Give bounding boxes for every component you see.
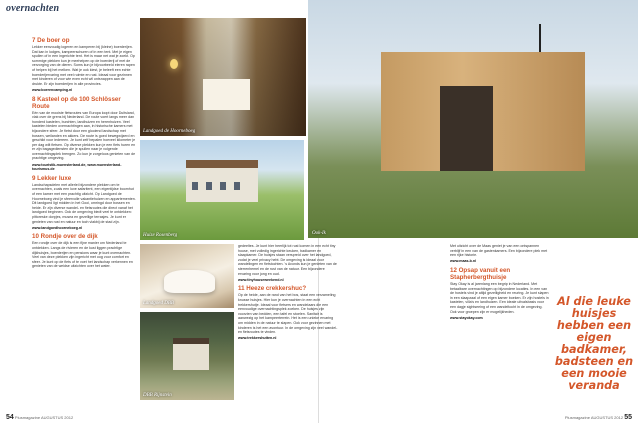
- section-body-11: Op de heide, aan de rand van het bos, staat een verzameling knusse huisjes. Hier kun je overnachten in een echt trekkershutje. Ideaal voor fietsers en wandelaars die een eenvoudige overnachtingsplek zoeken. De huisjes zijn voorzien van bedden, een tafel en stoelen. Sanitair is aanwezig op het kampeerterrein. Het is een unieke ervaring om midden in de natuur te slapen. Ook voor gezinnen met kinderen is het een avontuur. In de omgeving zijn veel wandel- en fietsroutes te vinden.: [238, 293, 338, 335]
- section-title-12: 12 Opsap vanuit een Stapherbergthuisje: [450, 266, 511, 281]
- photo-caption: Ook-Ik: [312, 231, 326, 236]
- right-text-column: [450, 244, 550, 322]
- section-title-8: 8 Kasteel op de 100 Schlösser Route: [32, 95, 121, 110]
- footer-right: [565, 414, 632, 421]
- footer-date-left: AUGUSTUS 2012: [40, 415, 74, 420]
- page-number-left: 54: [6, 414, 14, 421]
- villa-building: [186, 160, 258, 202]
- dike-building: [173, 338, 209, 370]
- intro-url-b[interactable]: www.maas-b.nl: [450, 259, 477, 264]
- intro-text-a: gedeeltes. Je kunt hier heerlijk tot rust komen in een echt tiny house, met volledig ingerichte keuken, badkamer en slaapkamer. De huisjes staan verspreid over het landgoed, zodat je veel privacy hebt. De omgeving is ideaal voor wandelingen en fietstochten. 's Avonds kun je genieten van de sterrenhemel en de rust van de natuur. Een bijzondere ervaring voor jong en oud.: [238, 244, 337, 276]
- lamp-glow: [170, 59, 178, 69]
- section-url-8[interactable]: www.touristik-muensterland.de, www.muensterland-tourismus.de: [32, 162, 122, 172]
- section-title-7: 7 De boer op: [32, 37, 70, 44]
- footer-left: [6, 414, 73, 421]
- section-body-7: Lekker eenvoudig logeren en kamperen bij (kleine) boerderijen. Dat kan in lodges, kampeerschuren of in een tent. Met je eigen spullen of in een ingerichte tent. Het is maar net wat je zoekt. Op sommige plekken kun je meehelpen op de boerderij of met de verzorging van de dieren. Soms kun je bijvoorbeeld eieren rapen of helpen bij het melken. Wat je ook kiest, je beleeft een echte boerderijervaring met veel ruimte en rust. Ideaal voor gezinnen met kinderen of voor wie even echt wil ontsnappen aan de drukte. Er zijn boerderijen in alle provincies.: [32, 45, 135, 86]
- tiny-house-door: [440, 86, 493, 172]
- photo-caption: Huize Rosenberg: [143, 233, 178, 238]
- pull-quote: Al die leuke huisjes hebben een eigen badkamer, badsteen en een mooie veranda: [554, 295, 634, 392]
- section-body-8: Eén van de mooiste fietsroutes van Europa loopt door Duitsland, vlak over de grens bij Nederland. De route voert langs meer dan honderd kastelen, burchten, landhuizen en herenhuizen. Veel kastelen bieden overnachtingen aan, in historische kamers met bijzondere sfeer. Je fietst door een glooiend landschap met bossen, weilanden en akkers. De route is goed bewegwijzerd en geschikt voor iedereen. Je kunt zelf bepalen hoeveel kilometer je per dag wilt fietsen. Op diverse plekken kun je een fiets huren en er zijn bagagediensten die je spullen naar je volgende overnachtingsplek brengen. Zo kun je zorgeloos genieten van de prachtige omgeving.: [32, 110, 136, 161]
- footer-label-left: Plusmagazine: [14, 415, 41, 420]
- section-url-11[interactable]: www.trekkershutten.nl: [238, 336, 277, 341]
- photo-dike-house: [140, 312, 234, 400]
- page-number-right: 55: [624, 414, 632, 421]
- section-body-10: Een rondje over de dijk is een fijne manier om Nederland te ontdekken. Langs de rivieren en de kust liggen prachtige dijkhuisjes, boerderijen en pensions waar je kunt overnachten. Veel van deze plekken zijn ingericht met oog voor comfort en sfeer. Je kunt op de fiets of te voet het landschap verkennen en genieten van de weidse uitzichten over het water.: [32, 241, 133, 269]
- section-url-7[interactable]: www.boerencamping.nl: [32, 87, 73, 92]
- photo-villa: [140, 140, 304, 240]
- left-text-column: [32, 37, 136, 271]
- footer-label-right: Plusmagazine: [564, 415, 590, 420]
- section-url-9[interactable]: www.landgoedhoorneboeg.nl: [32, 225, 83, 230]
- middle-text-column: [238, 244, 338, 342]
- intro-url-a[interactable]: www.tinyhouseweekend.nl: [238, 277, 284, 282]
- photo-caption: DBB Rijnstein: [143, 393, 172, 398]
- section-url-12[interactable]: www.stayokay.com: [450, 315, 483, 320]
- photo-bath: [140, 244, 234, 308]
- section-title-9: 9 Lekker luxe: [32, 174, 72, 182]
- section-title-10: 10 Rondje over de dijk: [32, 233, 98, 241]
- section-title-11: 11 Heeze crekkershuc?: [238, 285, 307, 293]
- section-body-9: Landschapsdelen met allerlei bijzondere plekken om te overnachten, zoals een luxe safaritent, een eigentijdse boomhut of een kamer met een prachtig uitzicht. Op Landgoed de Hoorneboeg vind je sfeervolle vakantiehuizen en appartementen. Dit landgoed ligt midden in het Gooi, omringd door bossen en heide. Er zijn diverse wandel- en fietsroutes die direct vanaf het landgoed beginnen. Ook de omgeving biedt veel te ontdekken: pittoreske dorpjes, musea en gezellige terrasjes. Je kunt er genieten van rust en natuur en toch vlakbij de stad zijn.: [32, 182, 136, 224]
- footer-date-right: AUGUSTUS 2012: [590, 415, 624, 420]
- section-header: overnachten: [6, 3, 60, 14]
- photo-caption: Landgoed de Hoorneboeg: [143, 129, 196, 134]
- photo-caption: Landgoed DBB: [143, 301, 174, 306]
- section-body-12: Stay Okay is al jarenlang een begrip in Nederland. Met betaalbare overnachtingen op bijzondere locaties. In een van de hostels vind je altijd gezelligheid en reuring. Je kunt slapen in een slaapzaal of een eigen kamer boeken. Er zijn hostels in kastelen, villa's en landhuizen. Een ideale uitvalsbasis voor een dagje sightseeing of een wandeltocht in de omgeving. Ook voor groepen zijn er mogelijkheden.: [450, 281, 549, 314]
- bed-shape: [203, 79, 249, 110]
- photo-tiny-house: [308, 0, 638, 238]
- photo-cabin-interior: [140, 18, 306, 136]
- bathtub-shape: [164, 270, 216, 293]
- intro-text-b: Met uitzicht over de Maas geniet je van een ontspannen verblijf in een van de gastenkamers. Een bijzondere plek met een rijke historie.: [450, 244, 548, 258]
